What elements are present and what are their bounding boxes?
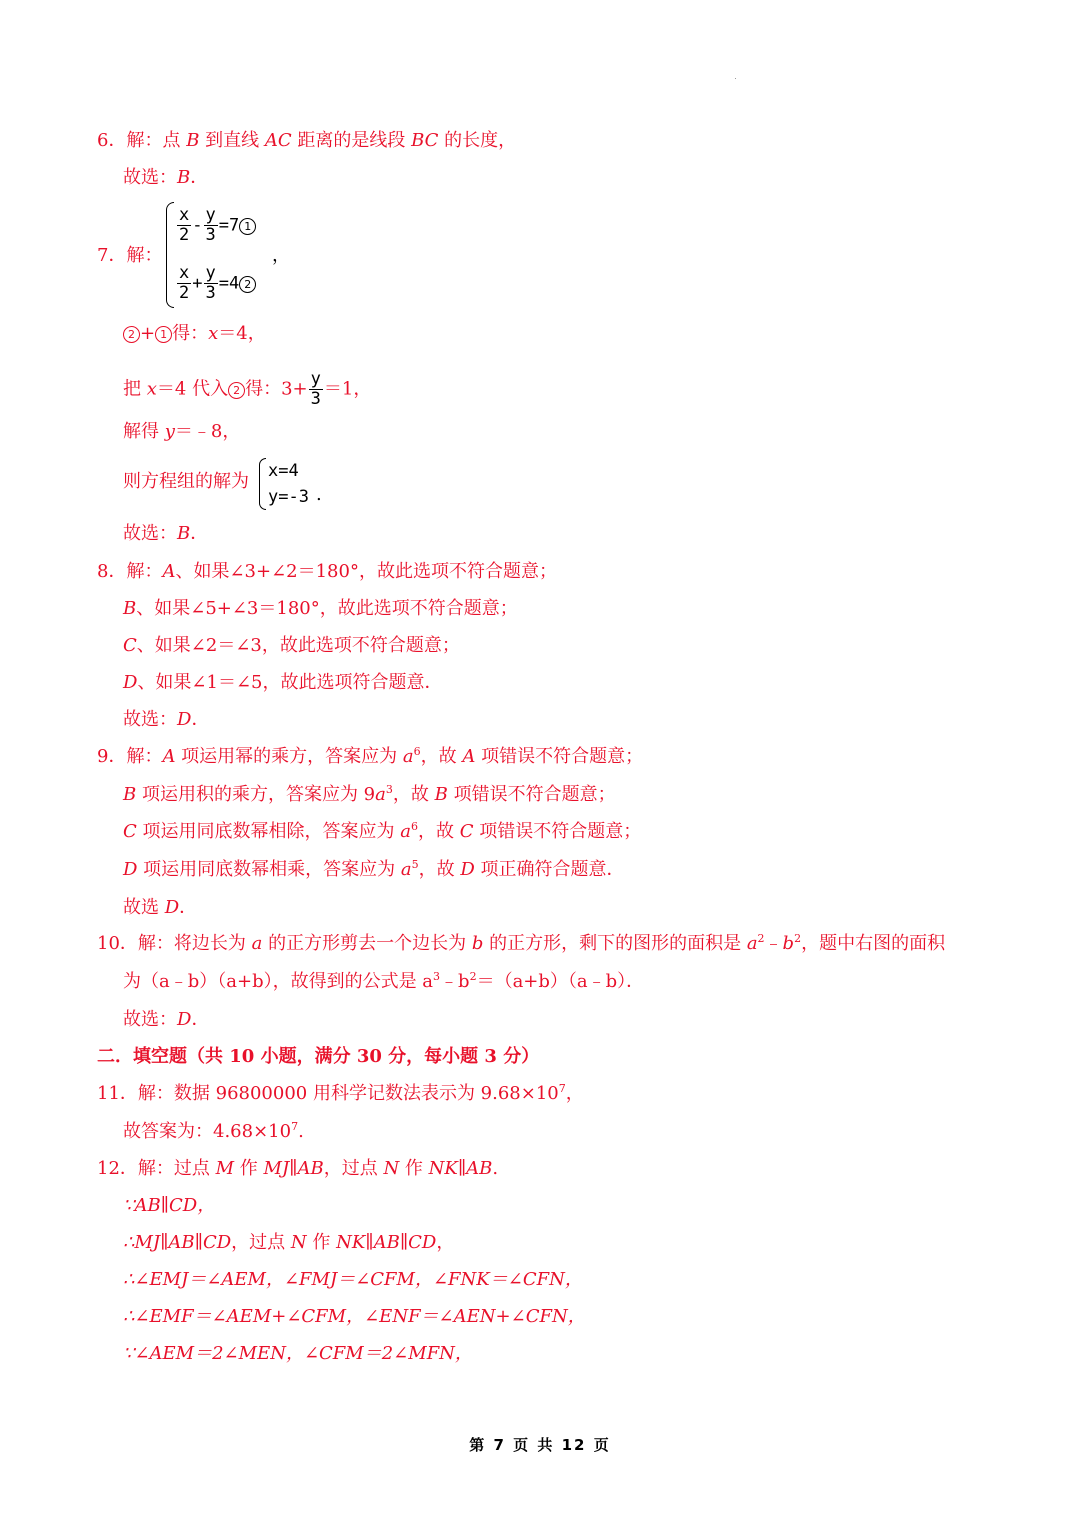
q12-line1: 12．解：过点 M 作 MJ∥AB，过点 N 作 NK∥AB. bbox=[97, 1158, 499, 1179]
q9-line4: D 项运用同底数幂相乘，答案应为 $a^5$，故 D 项正确符合题意． bbox=[123, 858, 625, 880]
q7-label: 7．解： bbox=[97, 245, 163, 266]
q9-answer: 故选 D． bbox=[123, 897, 198, 918]
q7-answer: 故选：B． bbox=[123, 523, 209, 544]
q11-line1: 11．解：数据 96800000 用科学记数法表示为 $9.68\times 10^7$， bbox=[97, 1082, 584, 1104]
page-number-footer: 第 7 页 共 12 页 bbox=[469, 1436, 611, 1454]
q9-line2: B 项运用积的乘方，答案应为 $9a^3$，故 B 项错误不符合题意； bbox=[123, 783, 616, 805]
q8-line2: B、如果∠5+∠3＝180°，故此选项不符合题意； bbox=[123, 598, 518, 619]
q12-line2: ∵AB∥CD， bbox=[123, 1195, 216, 1216]
q8-line4: D、如果∠1＝∠5，故此选项符合题意． bbox=[123, 672, 443, 693]
q12-line5: ∴∠EMF＝∠AEM+∠CFM，∠ENF＝∠AEN+∠CFN， bbox=[123, 1306, 586, 1327]
q10-answer: 故选：D． bbox=[123, 1009, 210, 1030]
q8-line3: C、如果∠2＝∠3，故此选项不符合题意； bbox=[123, 635, 460, 656]
q7-step1: 2 + 1 得：x＝4， bbox=[123, 322, 266, 346]
q7-system-brace bbox=[166, 202, 174, 308]
q11-line2: 故答案为：$4.68\times 10^7$. bbox=[123, 1120, 304, 1142]
q9-line3: C 项运用同底数幂相除，答案应为 $a^6$，故 C 项错误不符合题意； bbox=[123, 820, 642, 842]
q8-answer: 故选：D． bbox=[123, 709, 210, 730]
q6-line1: 6．解：点 B 到直线 AC 距离的是线段 BC 的长度， bbox=[97, 130, 517, 151]
q6-answer: 故选：B． bbox=[123, 167, 209, 188]
q10-line2: 为（a﹣b）（a+b），故得到的公式是 $a^3﹣b^2=(a+b)(a﹣b)$． bbox=[123, 970, 645, 992]
q8-line1: 8．解：A、如果∠3+∠2＝180°，故此选项不符合题意； bbox=[97, 561, 557, 582]
q7-solution-brace bbox=[259, 458, 266, 510]
q7-system-comma: ， bbox=[272, 245, 290, 266]
q10-line1: 10．解：将边长为 a 的正方形剪去一个边长为 b 的正方形，剩下的图形的面积是 $a^2﹣b^2$，题中右图的面积 bbox=[97, 932, 946, 954]
q7-equation-2: $\frac{x}{2}$ + $\frac{y}{3}$ =4 2 bbox=[176, 264, 256, 303]
q7-step4: 则方程组的解为 bbox=[123, 471, 249, 492]
page-speck bbox=[735, 78, 736, 79]
q7-step2: 把 x＝4 代入 2 得：3+ $\frac{y}{3}$ ＝1， bbox=[123, 369, 372, 409]
q12-line3: ∴MJ∥AB∥CD，过点 N 作 NK∥AB∥CD， bbox=[123, 1232, 455, 1253]
q7-solution: x=4 y=-3 bbox=[268, 461, 309, 507]
q12-line4: ∴∠EMJ＝∠AEM，∠FMJ＝∠CFM，∠FNK＝∠CFN， bbox=[123, 1269, 583, 1290]
section2-heading: 二．填空题（共 10 小题，满分 30 分，每小题 3 分） bbox=[97, 1046, 540, 1067]
q7-step3: 解得 y＝﹣8， bbox=[123, 421, 241, 442]
q7-solution-period: . bbox=[316, 484, 322, 505]
q12-line6: ∵∠AEM＝2∠MEN，∠CFM＝2∠MFN， bbox=[123, 1343, 473, 1364]
q9-line1: 9．解：A 项运用幂的乘方，答案应为 $a^6$，故 A 项错误不符合题意； bbox=[97, 745, 644, 767]
q7-equation-1: $\frac{x}{2}$ - $\frac{y}{3}$ =7 1 bbox=[176, 206, 256, 245]
